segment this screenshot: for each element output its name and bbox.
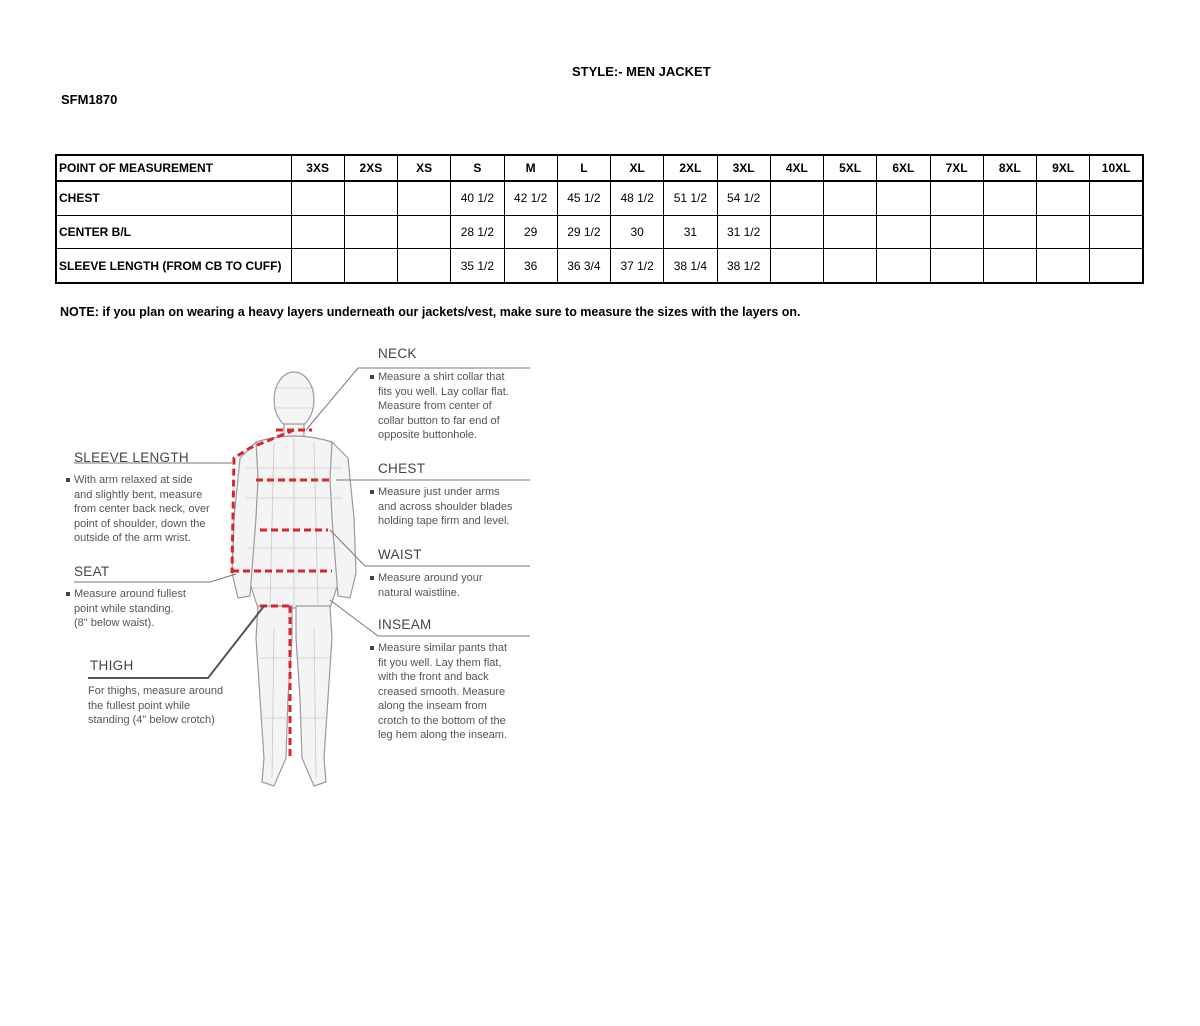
table-cell: 40 1/2	[451, 181, 504, 215]
waist-text: Measure around your natural waistline.	[370, 571, 483, 600]
column-header-size: 6XL	[877, 155, 930, 181]
table-cell	[877, 249, 930, 283]
table-row	[56, 249, 1143, 283]
sleeve-length-text: With arm relaxed at side and slightly bent, measure from center back neck, over point of shoulder, down the outside of the arm wrist.	[66, 473, 210, 546]
bullet-icon	[370, 375, 374, 379]
table-cell	[770, 215, 823, 249]
style-title: STYLE:- MEN JACKET	[572, 64, 711, 79]
table-cell: 51 1/2	[664, 181, 717, 215]
neck-label: NECK	[378, 346, 417, 361]
chest-text: Measure just under arms and across shoulder blades holding tape firm and level.	[370, 485, 513, 529]
column-header-size: 5XL	[824, 155, 877, 181]
table-cell	[344, 181, 397, 215]
seat-text: Measure around fullest point while standing. (8" below waist).	[66, 587, 186, 631]
column-header-size: XS	[398, 155, 451, 181]
table-cell: 31	[664, 215, 717, 249]
table-cell	[1037, 215, 1090, 249]
column-header-size: 2XS	[344, 155, 397, 181]
inseam-label: INSEAM	[378, 617, 432, 632]
bullet-icon	[66, 478, 70, 482]
neck-text: Measure a shirt collar that fits you well. Lay collar flat. Measure from center of collar button to far end of opposite buttonhole.	[370, 370, 509, 443]
table-cell: 48 1/2	[611, 181, 664, 215]
row-label: CHEST	[56, 181, 291, 215]
column-header-size: S	[451, 155, 504, 181]
inseam-text: Measure similar pants that fit you well. Lay them flat, with the front and back creased smooth. Measure along the inseam from crotch to the bottom of the leg hem along the inseam.	[370, 641, 507, 743]
table-cell: 54 1/2	[717, 181, 770, 215]
table-cell: 37 1/2	[611, 249, 664, 283]
table-cell	[770, 181, 823, 215]
table-cell: 36	[504, 249, 557, 283]
size-chart-table	[55, 154, 1144, 284]
table-header-row	[56, 155, 1143, 181]
table-cell	[1037, 181, 1090, 215]
table-cell: 36 3/4	[557, 249, 610, 283]
table-cell	[930, 249, 983, 283]
chest-label: CHEST	[378, 461, 426, 476]
table-cell	[877, 215, 930, 249]
table-cell	[398, 181, 451, 215]
table-cell	[291, 249, 344, 283]
column-header-size: 7XL	[930, 155, 983, 181]
table-cell	[930, 181, 983, 215]
style-code: SFM1870	[61, 92, 118, 107]
bullet-icon	[66, 592, 70, 596]
bullet-icon	[370, 576, 374, 580]
column-header-pom: POINT OF MEASUREMENT	[56, 155, 291, 181]
table-cell	[877, 181, 930, 215]
table-cell	[1090, 215, 1143, 249]
column-header-size: 4XL	[770, 155, 823, 181]
table-cell: 29	[504, 215, 557, 249]
table-cell	[983, 215, 1036, 249]
column-header-size: M	[504, 155, 557, 181]
table-cell	[291, 215, 344, 249]
table-row	[56, 181, 1143, 215]
table-cell: 28 1/2	[451, 215, 504, 249]
table-cell	[291, 181, 344, 215]
table-cell	[398, 215, 451, 249]
column-header-size: 3XL	[717, 155, 770, 181]
table-cell	[1090, 181, 1143, 215]
table-cell	[1037, 249, 1090, 283]
table-cell	[398, 249, 451, 283]
table-cell	[983, 181, 1036, 215]
measurement-diagram	[60, 338, 540, 798]
table-cell	[824, 181, 877, 215]
table-cell: 29 1/2	[557, 215, 610, 249]
column-header-size: 3XS	[291, 155, 344, 181]
table-cell	[344, 215, 397, 249]
thigh-label: THIGH	[90, 658, 134, 673]
thigh-text: For thighs, measure around the fullest point while standing (4" below crotch)	[88, 685, 224, 726]
table-cell	[1090, 249, 1143, 283]
column-header-size: 10XL	[1090, 155, 1143, 181]
column-header-size: 9XL	[1037, 155, 1090, 181]
table-cell: 38 1/2	[717, 249, 770, 283]
column-header-size: XL	[611, 155, 664, 181]
bullet-icon	[370, 646, 374, 650]
bullet-icon	[370, 490, 374, 494]
table-cell	[824, 215, 877, 249]
table-body	[56, 181, 1143, 283]
table-cell	[770, 249, 823, 283]
table-cell: 45 1/2	[557, 181, 610, 215]
table-cell	[930, 215, 983, 249]
waist-label: WAIST	[378, 547, 422, 562]
column-header-size: L	[557, 155, 610, 181]
table-cell	[824, 249, 877, 283]
row-label: CENTER B/L	[56, 215, 291, 249]
table-cell: 30	[611, 215, 664, 249]
row-label: SLEEVE LENGTH (FROM CB TO CUFF)	[56, 249, 291, 283]
table-cell	[344, 249, 397, 283]
seat-label: SEAT	[74, 564, 110, 579]
column-header-size: 2XL	[664, 155, 717, 181]
table-cell: 35 1/2	[451, 249, 504, 283]
table-cell: 42 1/2	[504, 181, 557, 215]
table-cell: 38 1/4	[664, 249, 717, 283]
sleeve-length-label: SLEEVE LENGTH	[74, 450, 189, 465]
table-row	[56, 215, 1143, 249]
table-cell: 31 1/2	[717, 215, 770, 249]
measurement-note: NOTE: if you plan on wearing a heavy layers underneath our jackets/vest, make sure to measure the sizes with the layers on.	[60, 305, 801, 319]
column-header-size: 8XL	[983, 155, 1036, 181]
table-cell	[983, 249, 1036, 283]
